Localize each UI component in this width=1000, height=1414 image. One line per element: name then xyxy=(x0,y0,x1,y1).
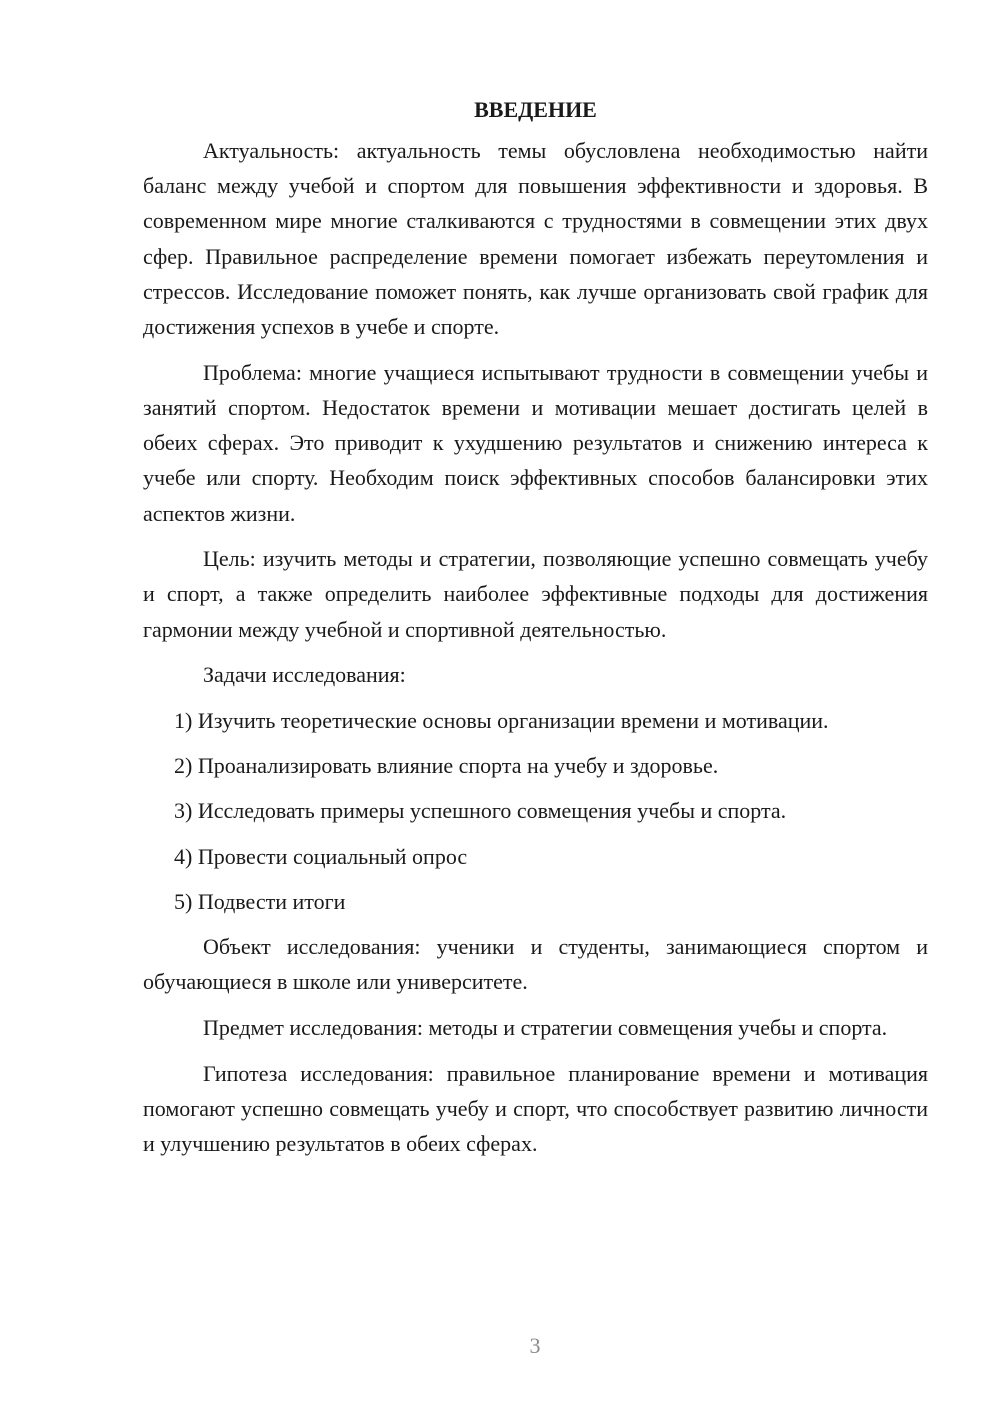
list-item: 4) Провести социальный опрос xyxy=(174,843,468,869)
list-item: 2) Проанализировать влияние спорта на учебу и здоровье. xyxy=(174,753,719,779)
paragraph-tasks-heading: Задачи исследования: xyxy=(203,662,406,688)
list-item: 1) Изучить теоретические основы организации времени и мотивации. xyxy=(174,708,829,734)
section-title: ВВЕДЕНИЕ xyxy=(474,97,597,122)
document-page xyxy=(143,88,928,1172)
paragraph-relevance: Актуальность: актуальность темы обусловлена необходимостью найти баланс между учебой и спортом для повышения эффективности и здоровья. В современном мире многие сталкиваются с трудностями в совмещении этих двух сфер. Правильное распределение времени помогает избежать переутомления и стрессов. Исследование поможет понять, как лучше организовать свой график для достижения успехов в учебе и спорте. xyxy=(143,138,928,340)
paragraph-subject: Предмет исследования: методы и стратегии совмещения учебы и спорта. xyxy=(203,1014,888,1040)
page-number: 3 xyxy=(529,1333,541,1358)
list-item: 5) Подвести итоги xyxy=(174,888,346,914)
paragraph-object: Объект исследования: ученики и студенты, занимающиеся спортом и обучающиеся в школе или университете. xyxy=(143,934,928,995)
paragraph-goal: Цель: изучить методы и стратегии, позволяющие успешно совмещать учебу и спорт, а также определить наиболее эффективные подходы для достижения гармонии между учебной и спортивной деятельностью. xyxy=(143,546,928,642)
paragraph-hypothesis: Гипотеза исследования: правильное планирование времени и мотивация помогают успешно совмещать учебу и спорт, что способствует развитию личности и улучшению результатов в обеих сферах. xyxy=(143,1060,928,1157)
paragraph-problem: Проблема: многие учащиеся испытывают трудности в совмещении учебы и занятий спортом. Недостаток времени и мотивации мешает достигать целей в обеих сферах. Это приводит к ухудшению результатов и снижению интереса к учебе или спорту. Необходим поиск эффективных способов балансировки этих аспектов жизни. xyxy=(143,359,928,526)
task-list xyxy=(143,703,928,919)
list-item: 3) Исследовать примеры успешного совмещения учебы и спорта. xyxy=(174,798,787,824)
